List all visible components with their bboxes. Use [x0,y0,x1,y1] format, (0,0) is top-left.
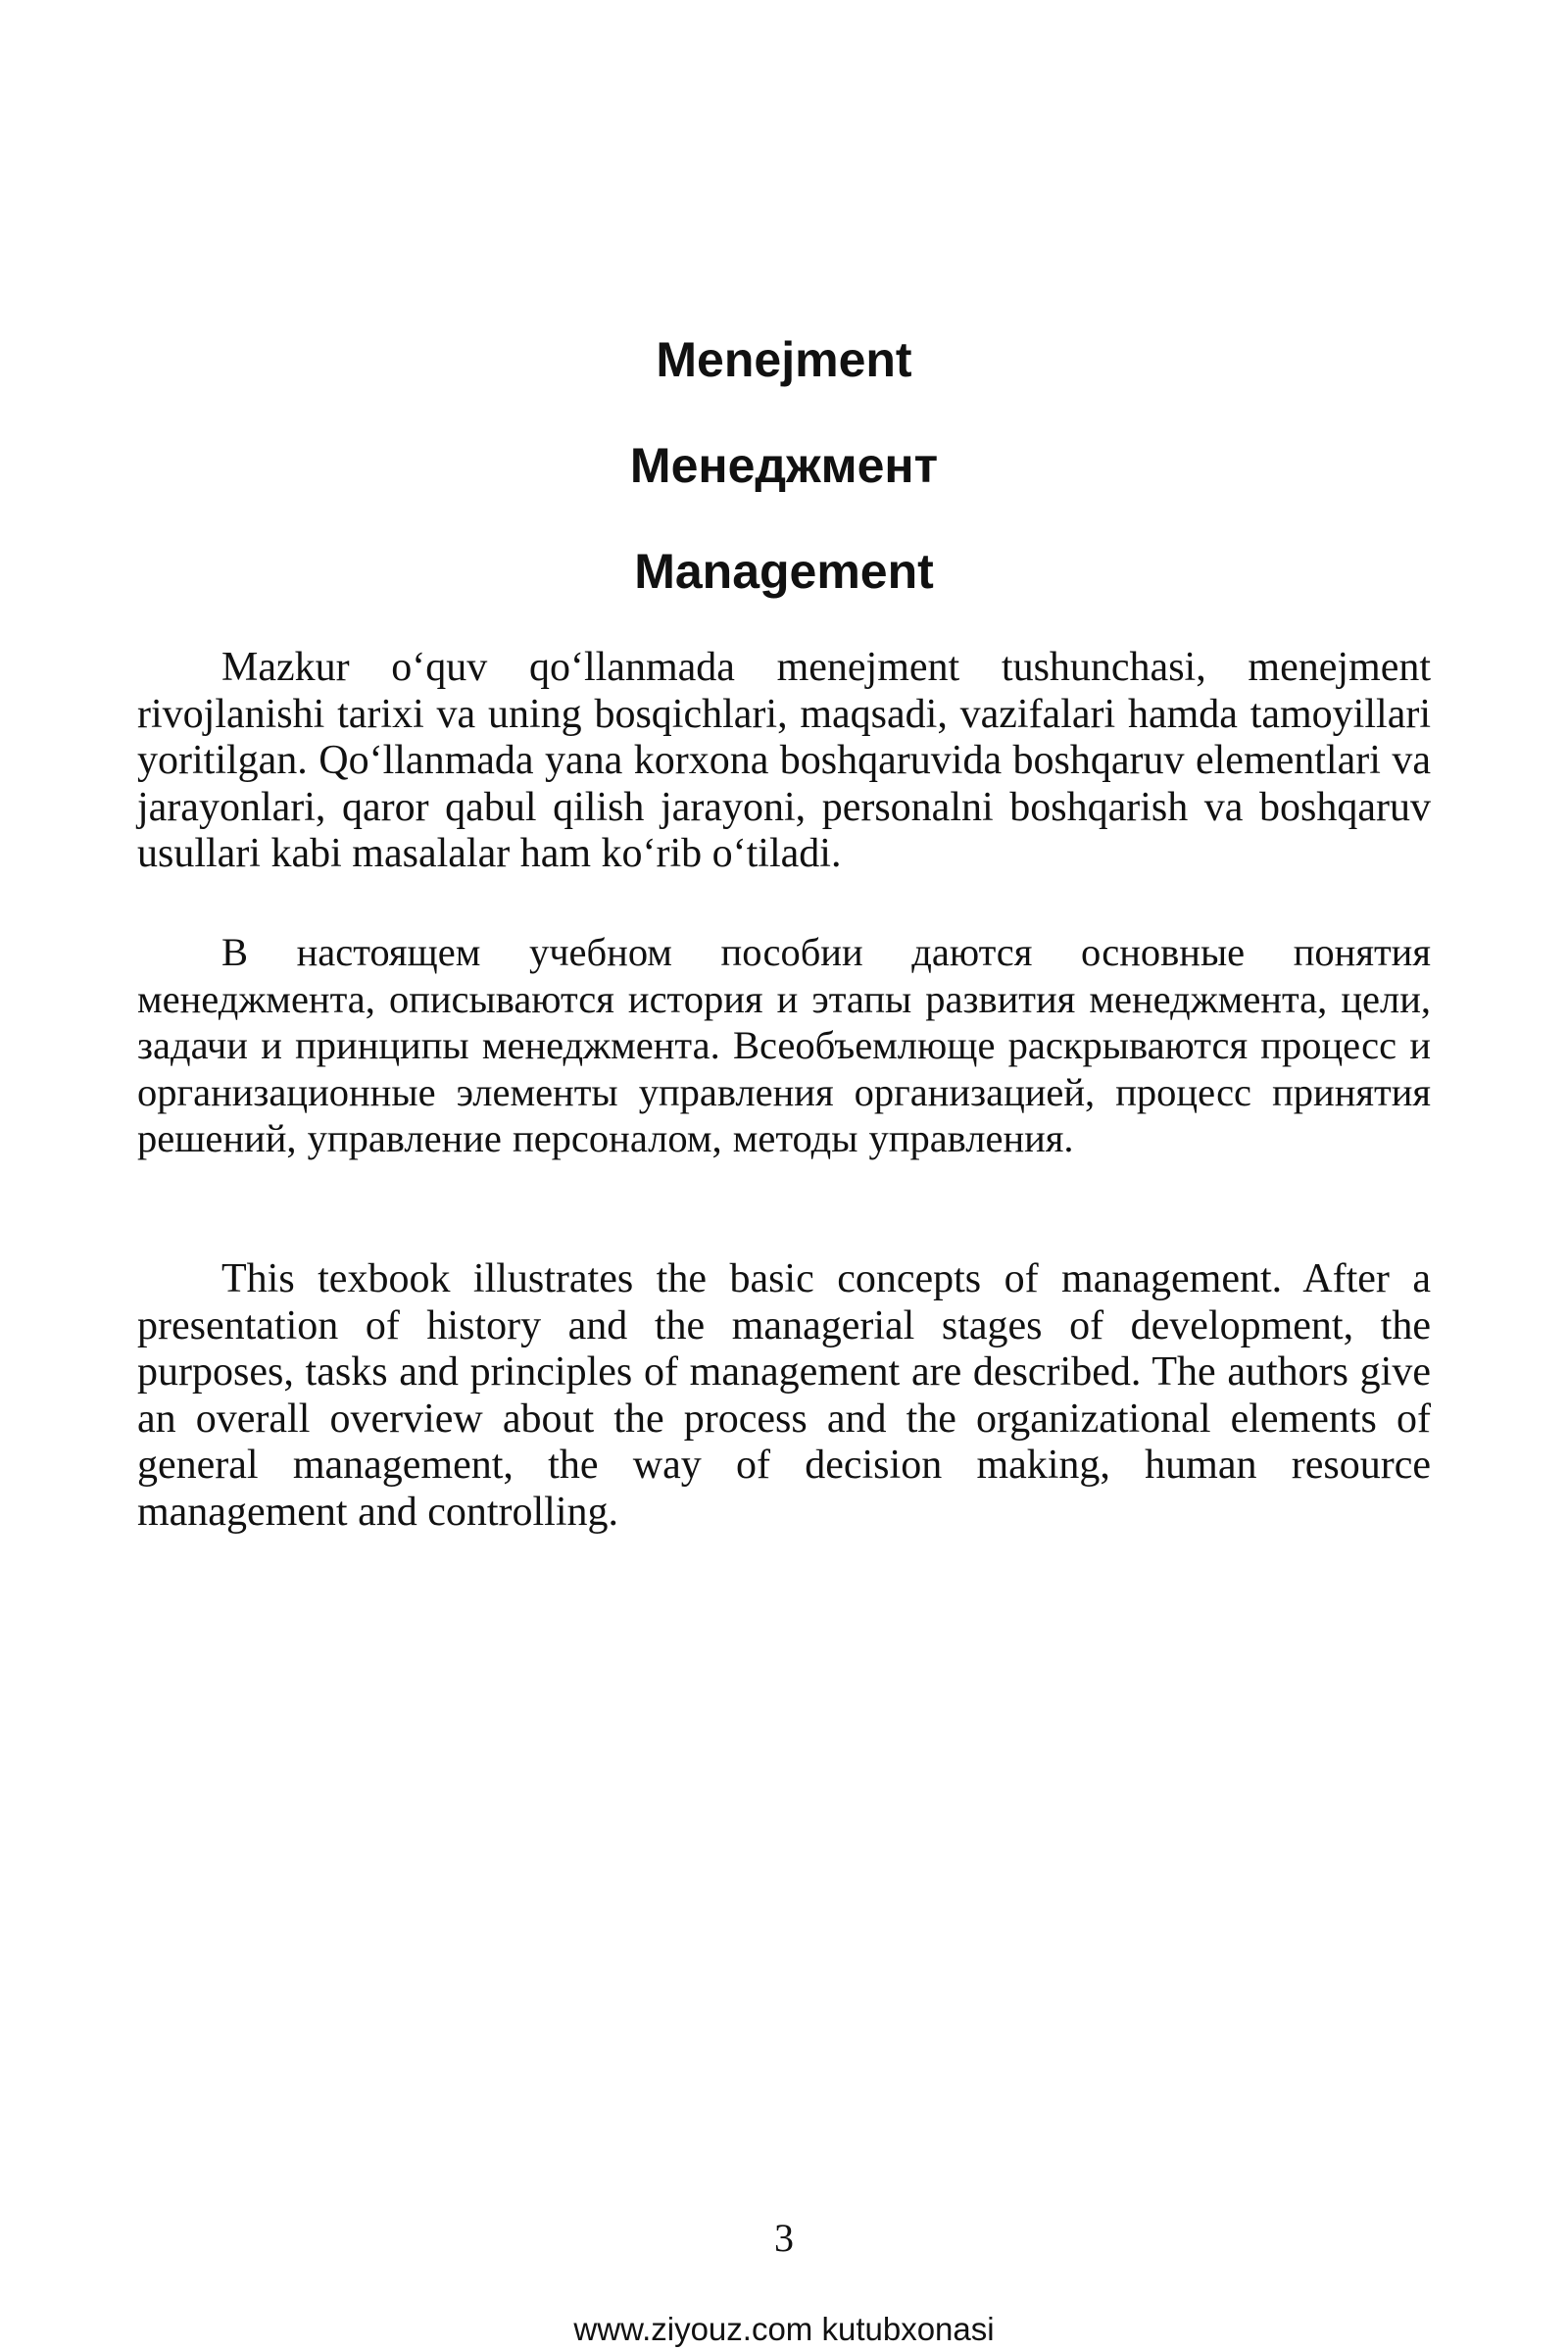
title-english: Management [634,544,934,599]
page-number: 3 [774,2216,794,2260]
title-uzbek: Menejment [656,332,912,387]
abstract-english: This texbook illustrates the basic concepts of management. After a presentation of history and the managerial stages of development, the purposes, tasks and principles of management are described. The authors give an overall overview about the process and the organizational elements of general management, the way of decision making, human resource management and controlling. [137,1256,1431,1535]
abstract-russian: В настоящем учебном пособии даются основные понятия менеджмента, описываются история и этапы развития менеджмента, цели, задачи и принципы менеджмента. Всеобъемлюще раскрываются процесс и организационные элементы управления организацией, процесс принятия решений, управление персоналом, методы управления. [137,930,1431,1161]
abstract-uzbek: Mazkur o‘quv qo‘llanmada menejment tushunchasi, menejment rivojlanishi tarixi va uning bosqichlari, maqsadi, vazifalari hamda tamoyillari yoritilgan. Qo‘llanmada yana korxona boshqaruvida boshqaruv elementlari va jarayonlari, qaror qabul qilish jarayoni, personalni boshqarish va boshqaruv usullari kabi masalalar ham ko‘rib o‘tiladi. [137,645,1431,877]
footer-source: www.ziyouz.com kutubxonasi [573,2311,995,2347]
title-russian: Менеджмент [629,438,939,493]
